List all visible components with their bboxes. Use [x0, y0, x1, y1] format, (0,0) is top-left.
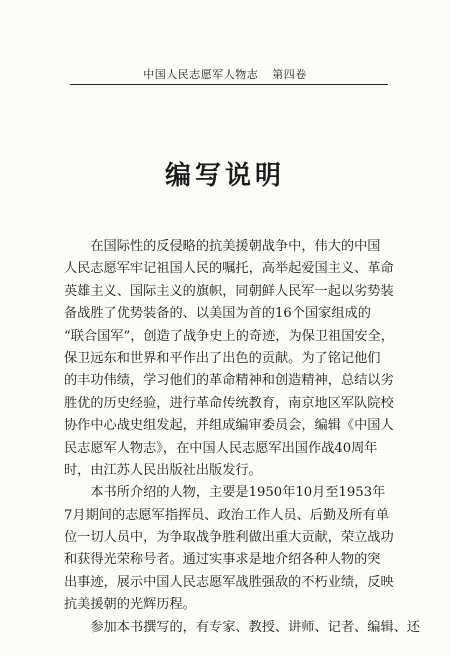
- text-line: “联合国军”，创造了战争史上的奇迹，为保卫祖国安全，: [64, 328, 394, 344]
- text-line: 时，由江苏人民出版社出版发行。: [64, 462, 262, 478]
- text-line: 的丰功伟绩，学习他们的革命精神和创造精神，总结以劣: [64, 373, 394, 389]
- text-line: 备战胜了优势装备的、以美国为首的16个国家组成的: [64, 306, 371, 322]
- body-text: [64, 236, 421, 639]
- text-line: 胜优的历史经验，进行革命传统教育，南京地区军队院校: [64, 395, 394, 411]
- text-line: 出事迹，展示中国人民志愿军战胜强敌的不朽业绩，反映: [64, 574, 394, 590]
- text-line: 民志愿军人物志》，在中国人民志愿军出国作战40周年: [64, 440, 378, 456]
- text-line: 保卫远东和世界和平作出了出色的贡献。为了铭记他们: [64, 350, 381, 366]
- text-line: 抗美援朝的光辉历程。: [64, 597, 196, 613]
- text-line: 和获得光荣称号者。通过实事求是地介绍各种人物的突: [64, 552, 381, 568]
- page-title: 编写说明: [164, 161, 285, 191]
- text-line: 参加本书撰写的，有专家、教授、讲师、记者、编辑、还: [64, 619, 421, 635]
- text-line: 位一切人员中，为争取战争胜利做出重大贡献，荣立战功: [64, 530, 394, 546]
- book-title: 中国人民志愿军人物志: [143, 68, 259, 81]
- text-line: 人民志愿军牢记祖国人民的嘱托，高举起爱国主义、革命: [64, 261, 394, 277]
- text-line: 协作中心战史组发起，并组成编审委员会，编辑《中国人: [64, 418, 394, 434]
- text-line: 英雄主义、国际主义的旗帜，同朝鲜人民军一起以劣势装: [64, 283, 394, 299]
- running-header: [0, 66, 450, 82]
- text-line: 在国际性的反侵略的抗美援朝战争中，伟大的中国: [64, 239, 381, 254]
- text-line: 7月期间的志愿军指挥员、政治工作人员、后勤及所有单: [64, 507, 389, 523]
- volume-label: 第四卷: [272, 68, 307, 81]
- text-line: 本书所介绍的人物，主要是1950年10月至1953年: [64, 485, 386, 501]
- header-rule: [70, 84, 388, 85]
